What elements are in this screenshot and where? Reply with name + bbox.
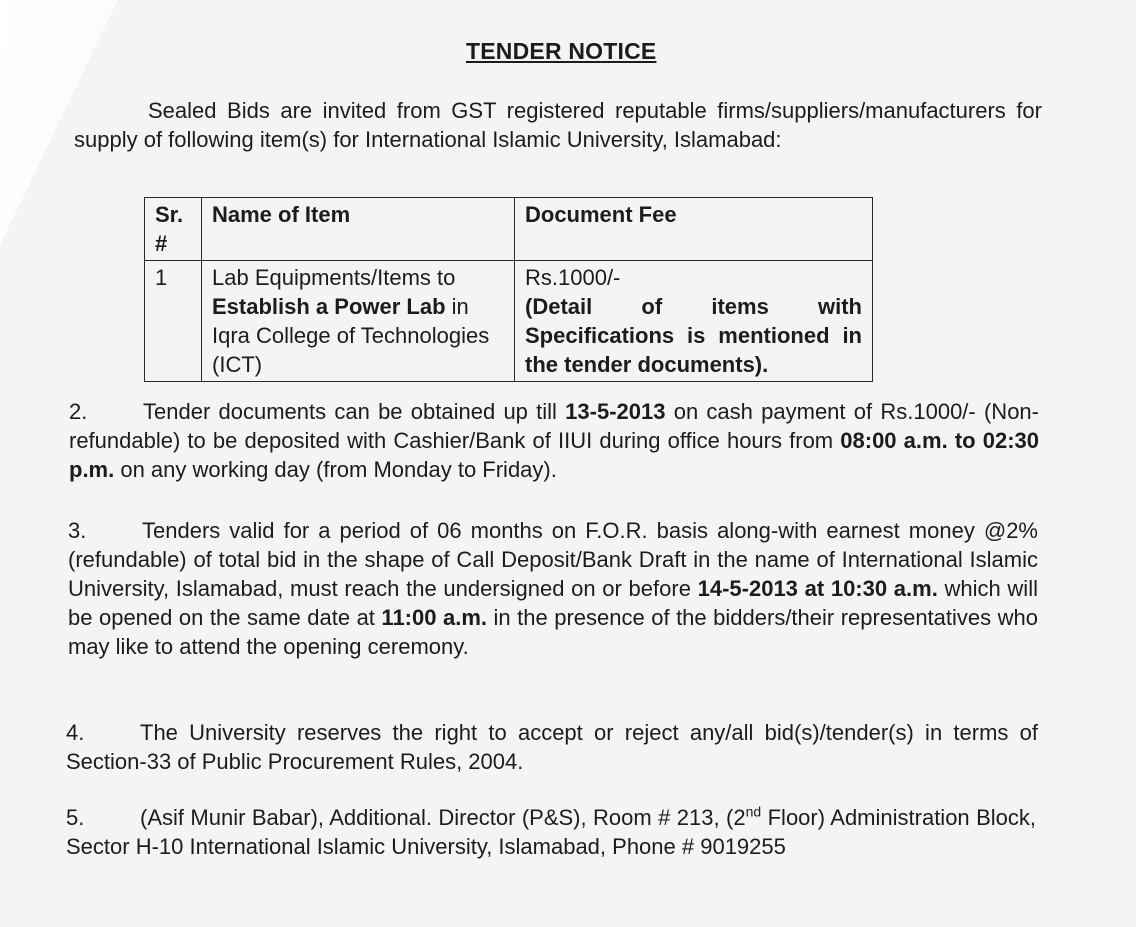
para5-t1: (Asif Munir Babar), Additional. Director (P&S), Room # 213, (2 [140,805,746,830]
table-row [145,261,873,382]
para-number: 4. [66,720,85,745]
para3-deadline: 14-5-2013 at 10:30 a.m. [697,576,938,601]
para2-date: 13-5-2013 [565,399,666,424]
para3-opening-time: 11:00 a.m. [381,605,487,630]
para2-t3: on any working day (from Monday to Friday). [114,457,557,482]
cell-sr: 1 [145,261,202,382]
fee-amount: Rs.1000/- [525,265,621,290]
paragraph-4 [66,718,1038,776]
para3-t2: which will be opened on the same date at [68,576,1038,630]
para3-t3: in the presence of the bidders/their representatives who may like to attend the opening ceremony. [68,605,1038,659]
item-bold: Establish a Power Lab [212,294,446,319]
para-number: 3. [68,518,87,543]
paragraph-2 [69,397,1039,484]
intro-paragraph [74,96,1042,154]
paragraph-3 [68,516,1038,661]
paragraph-5 [66,803,1036,861]
intro-text: Sealed Bids are invited from GST registered reputable firms/suppliers/manufacturers for supply of following item(s) for International Islamic University, Islamabad: [74,98,1042,152]
cell-fee [515,261,873,382]
para-number: 5. [66,805,85,830]
fee-detail: (Detail of items with Specifications is mentioned in the tender documents). [525,294,862,377]
header-fee: Document Fee [515,198,873,261]
para5-t2: Floor) Administration Block, Sector H-10 International Islamic University, Islamabad, Phone # 9019255 [66,805,1036,859]
para5-sup: nd [745,803,762,820]
para2-hours: 08:00 a.m. to 02:30 p.m. [69,428,1039,482]
cell-item [202,261,515,382]
header-sr: Sr. # [145,198,202,261]
para2-t2: on cash payment of Rs.1000/- (Non-refundable) to be deposited with Cashier/Bank of IIUI during office hours from [69,399,1039,453]
item-pre: Lab Equipments/Items to [212,265,456,290]
para4-text: The University reserves the right to accept or reject any/all bid(s)/tender(s) in terms of Section-33 of Public Procurement Rules, 2004. [66,720,1038,774]
item-post: in Iqra College of Technologies (ICT) [212,294,490,377]
page-title: TENDER NOTICE [466,38,657,64]
header-item: Name of Item [202,198,515,261]
table-header-row [145,198,873,261]
para2-t1: Tender documents can be obtained up till [143,399,566,424]
para3-t1: Tenders valid for a period of 06 months on F.O.R. basis along-with earnest money @2% (refundable) of total bid in the shape of Call Deposit/Bank Draft in the name of International Islamic University, Islamabad, must reach the undersigned on or before [68,518,1038,601]
items-table [144,197,873,382]
para-number: 2. [69,399,88,424]
